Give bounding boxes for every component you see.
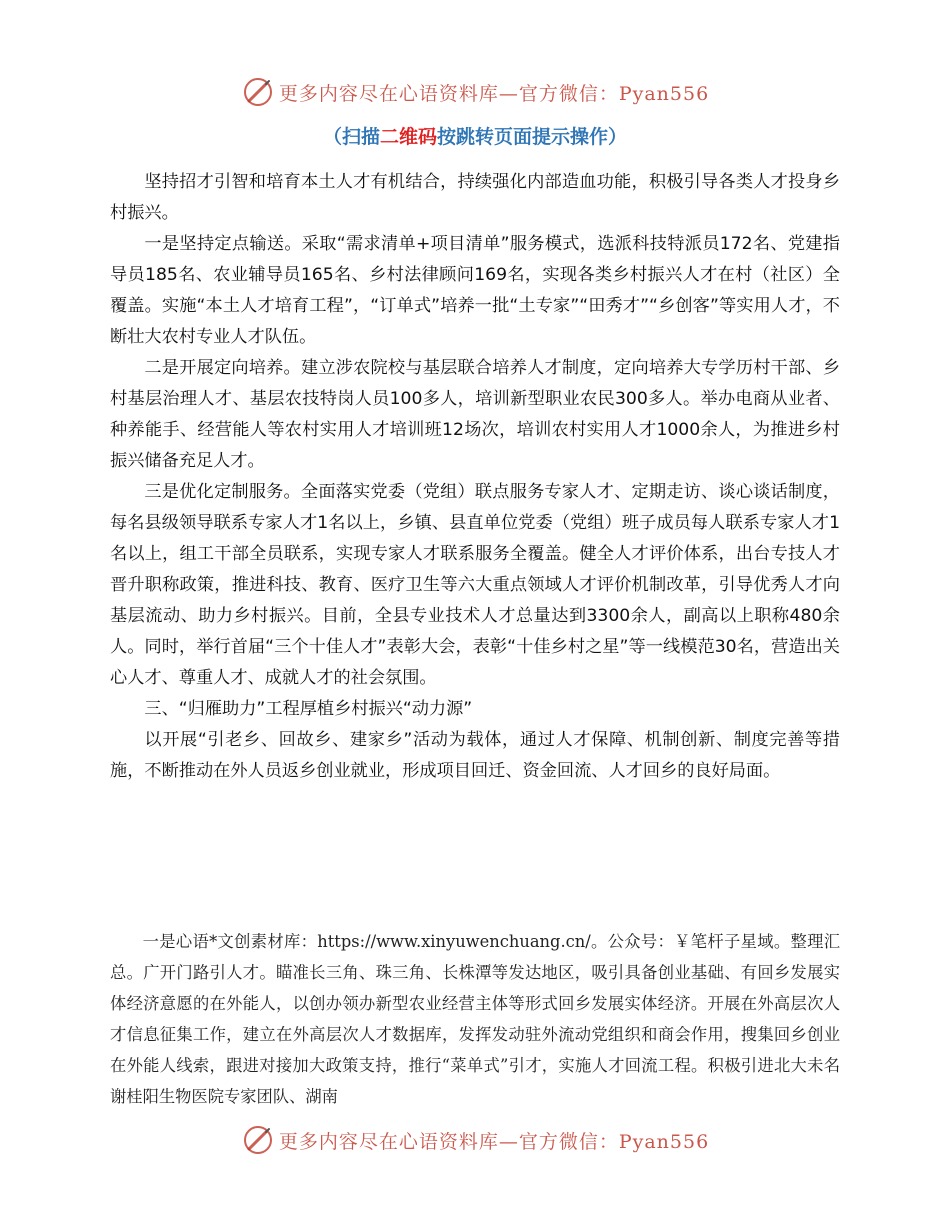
scan-rest-text: 按跳转页面提示操作） [437, 126, 628, 148]
watermark-text: 更多内容尽在心语资料库—官方微信：Pyan556 [278, 82, 710, 105]
paragraph-intro: 坚持招才引智和培育本土人才有机结合，持续强化内部造血功能，积极引导各类人才投身乡村振兴。 [110, 172, 840, 223]
pen-globe-logo-icon [241, 1123, 275, 1157]
document-body-continued [110, 926, 840, 1112]
header-watermark-banner [0, 72, 950, 112]
document-body [110, 167, 840, 787]
paragraph-point-2: 二是开展定向培养。建立涉农院校与基层联合培养人才制度，定向培养大专学历村干部、乡村基层治理人才、基层农技特岗人员100多人，培训新型职业农民300多人。举办电商从业者、种养能手、经营能人等农村实用人才培训班12场次，培训农村实用人才1000余人，为推进乡村振兴储备充足人才。 [110, 358, 840, 471]
paragraph-section-3-intro: 以开展“引老乡、回故乡、建家乡”活动为载体，通过人才保障、机制创新、制度完善等措施，不断推动在外人员返乡创业就业，形成项目回迁、资金回流、人才回乡的良好局面。 [110, 730, 840, 781]
paragraph-point-3: 三是优化定制服务。全面落实党委（党组）联点服务专家人才、定期走访、谈心谈话制度，每名县级领导联系专家人才1名以上，乡镇、县直单位党委（党组）班子成员每人联系专家人才1名以上，组工干部全员联系，实现专家人才联系服务全覆盖。健全人才评价体系，出台专技人才晋升职称政策，推进科技、教育、医疗卫生等六大重点领域人才评价机制改革，引导优秀人才向基层流动、助力乡村振兴。目前，全县专业技术人才总量达到3300余人，副高以上职称480余人。同时，举行首届“三个十佳人才”表彰大会，表彰“十佳乡村之星”等一线模范30名，营造出关心人才、尊重人才、成就人才的社会氛围。 [110, 482, 840, 688]
scan-qr-instruction [0, 122, 950, 149]
scan-open-text: （扫描 [322, 126, 380, 148]
paragraph-section-3-point-1: 一是心语*文创素材库：https://www.xinyuwenchuang.cn/。公众号：￥笔杆子星域。整理汇总。广开门路引人才。瞄准长三角、珠三角、长株潭等发达地区，吸引具备创业基础、有回乡发展实体经济意愿的在外能人，以创办领办新型农业经营主体等形式回乡发展实体经济。开展在外高层次人才信息征集工作，建立在外高层次人才数据库，发挥发动驻外流动党组织和商会作用，搜集回乡创业在外能人线索，跟进对接加大政策支持，推行“菜单式”引才，实施人才回流工程。积极引进北大未名谢桂阳生物医院专家团队、湖南 [110, 932, 840, 1106]
qr-code-highlight: 二维码 [379, 126, 437, 148]
footer-watermark-banner [0, 1120, 950, 1160]
watermark-text: 更多内容尽在心语资料库—官方微信：Pyan556 [278, 1130, 710, 1153]
section-heading-3: 三、“归雁助力”工程厚植乡村振兴“动力源” [144, 699, 473, 719]
pen-globe-logo-icon [241, 75, 275, 109]
paragraph-point-1: 一是坚持定点输送。采取“需求清单+项目清单”服务模式，选派科技特派员172名、党建指导员185名、农业辅导员165名、乡村法律顾问169名，实现各类乡村振兴人才在村（社区）全覆盖。实施“本土人才培育工程”，“订单式”培养一批“土专家”“田秀才”“乡创客”等实用人才，不断壮大农村专业人才队伍。 [110, 234, 840, 347]
